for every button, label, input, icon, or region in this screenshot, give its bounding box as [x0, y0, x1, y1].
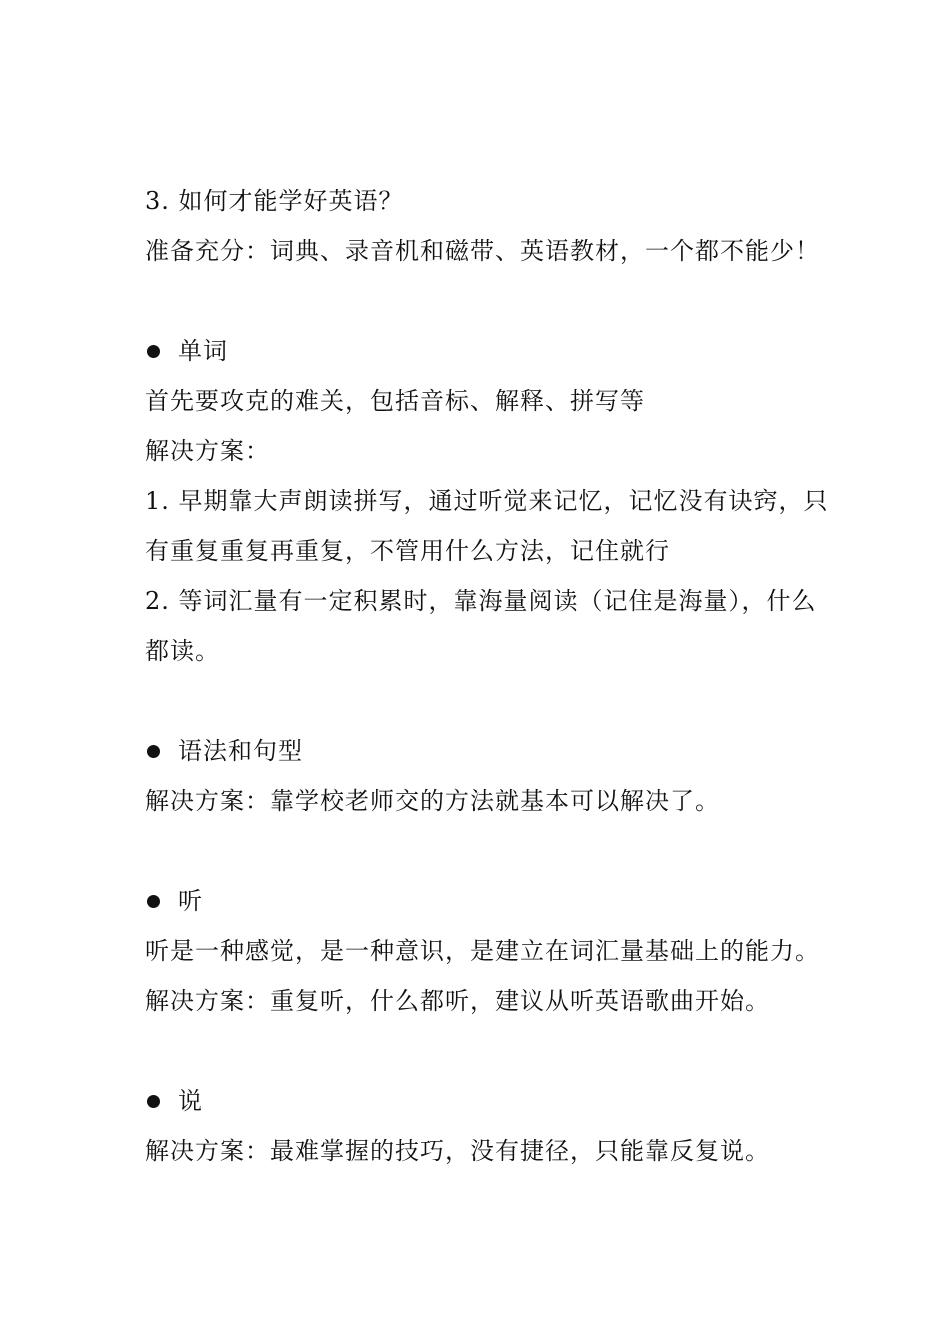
- bullet-icon: [147, 895, 160, 908]
- spacer: [145, 826, 815, 876]
- section-title-text: 听: [178, 887, 203, 915]
- section-title-speaking: [145, 1076, 815, 1126]
- vocabulary-line: 1. 早期靠大声朗读拼写，通过听觉来记忆，记忆没有诀窍，只: [145, 487, 829, 515]
- spacer: [145, 1026, 815, 1076]
- section-title-text: 说: [178, 1087, 203, 1115]
- vocabulary-line: 解决方案：: [145, 437, 270, 465]
- vocabulary-line: 有重复重复再重复，不管用什么方法，记住就行: [145, 537, 670, 565]
- spacer: [145, 676, 815, 726]
- vocabulary-line: 都读。: [145, 637, 220, 665]
- listening-line: 解决方案：重复听，什么都听，建议从听英语歌曲开始。: [145, 987, 770, 1015]
- vocabulary-line: 首先要攻克的难关，包括音标、解释、拼写等: [145, 387, 645, 415]
- grammar-line: 解决方案：靠学校老师交的方法就基本可以解决了。: [145, 787, 720, 815]
- section-title-grammar: [145, 726, 815, 776]
- document-page: [145, 176, 829, 1176]
- bullet-icon: [147, 345, 160, 358]
- section-title-listening: [145, 876, 815, 926]
- section-title-text: 单词: [178, 337, 228, 365]
- question-heading: 3. 如何才能学好英语？: [145, 187, 404, 215]
- bullet-icon: [147, 1095, 160, 1108]
- spacer: [145, 276, 815, 326]
- bullet-icon: [147, 745, 160, 758]
- vocabulary-line: 2. 等词汇量有一定积累时，靠海量阅读（记住是海量），什么: [145, 587, 817, 615]
- section-title-text: 语法和句型: [178, 737, 303, 765]
- preparation-intro: 准备充分：词典、录音机和磁带、英语教材，一个都不能少！: [145, 237, 820, 265]
- speaking-line: 解决方案：最难掌握的技巧，没有捷径，只能靠反复说。: [145, 1137, 770, 1165]
- listening-line: 听是一种感觉，是一种意识，是建立在词汇量基础上的能力。: [145, 937, 820, 965]
- section-title-vocabulary: [145, 326, 815, 376]
